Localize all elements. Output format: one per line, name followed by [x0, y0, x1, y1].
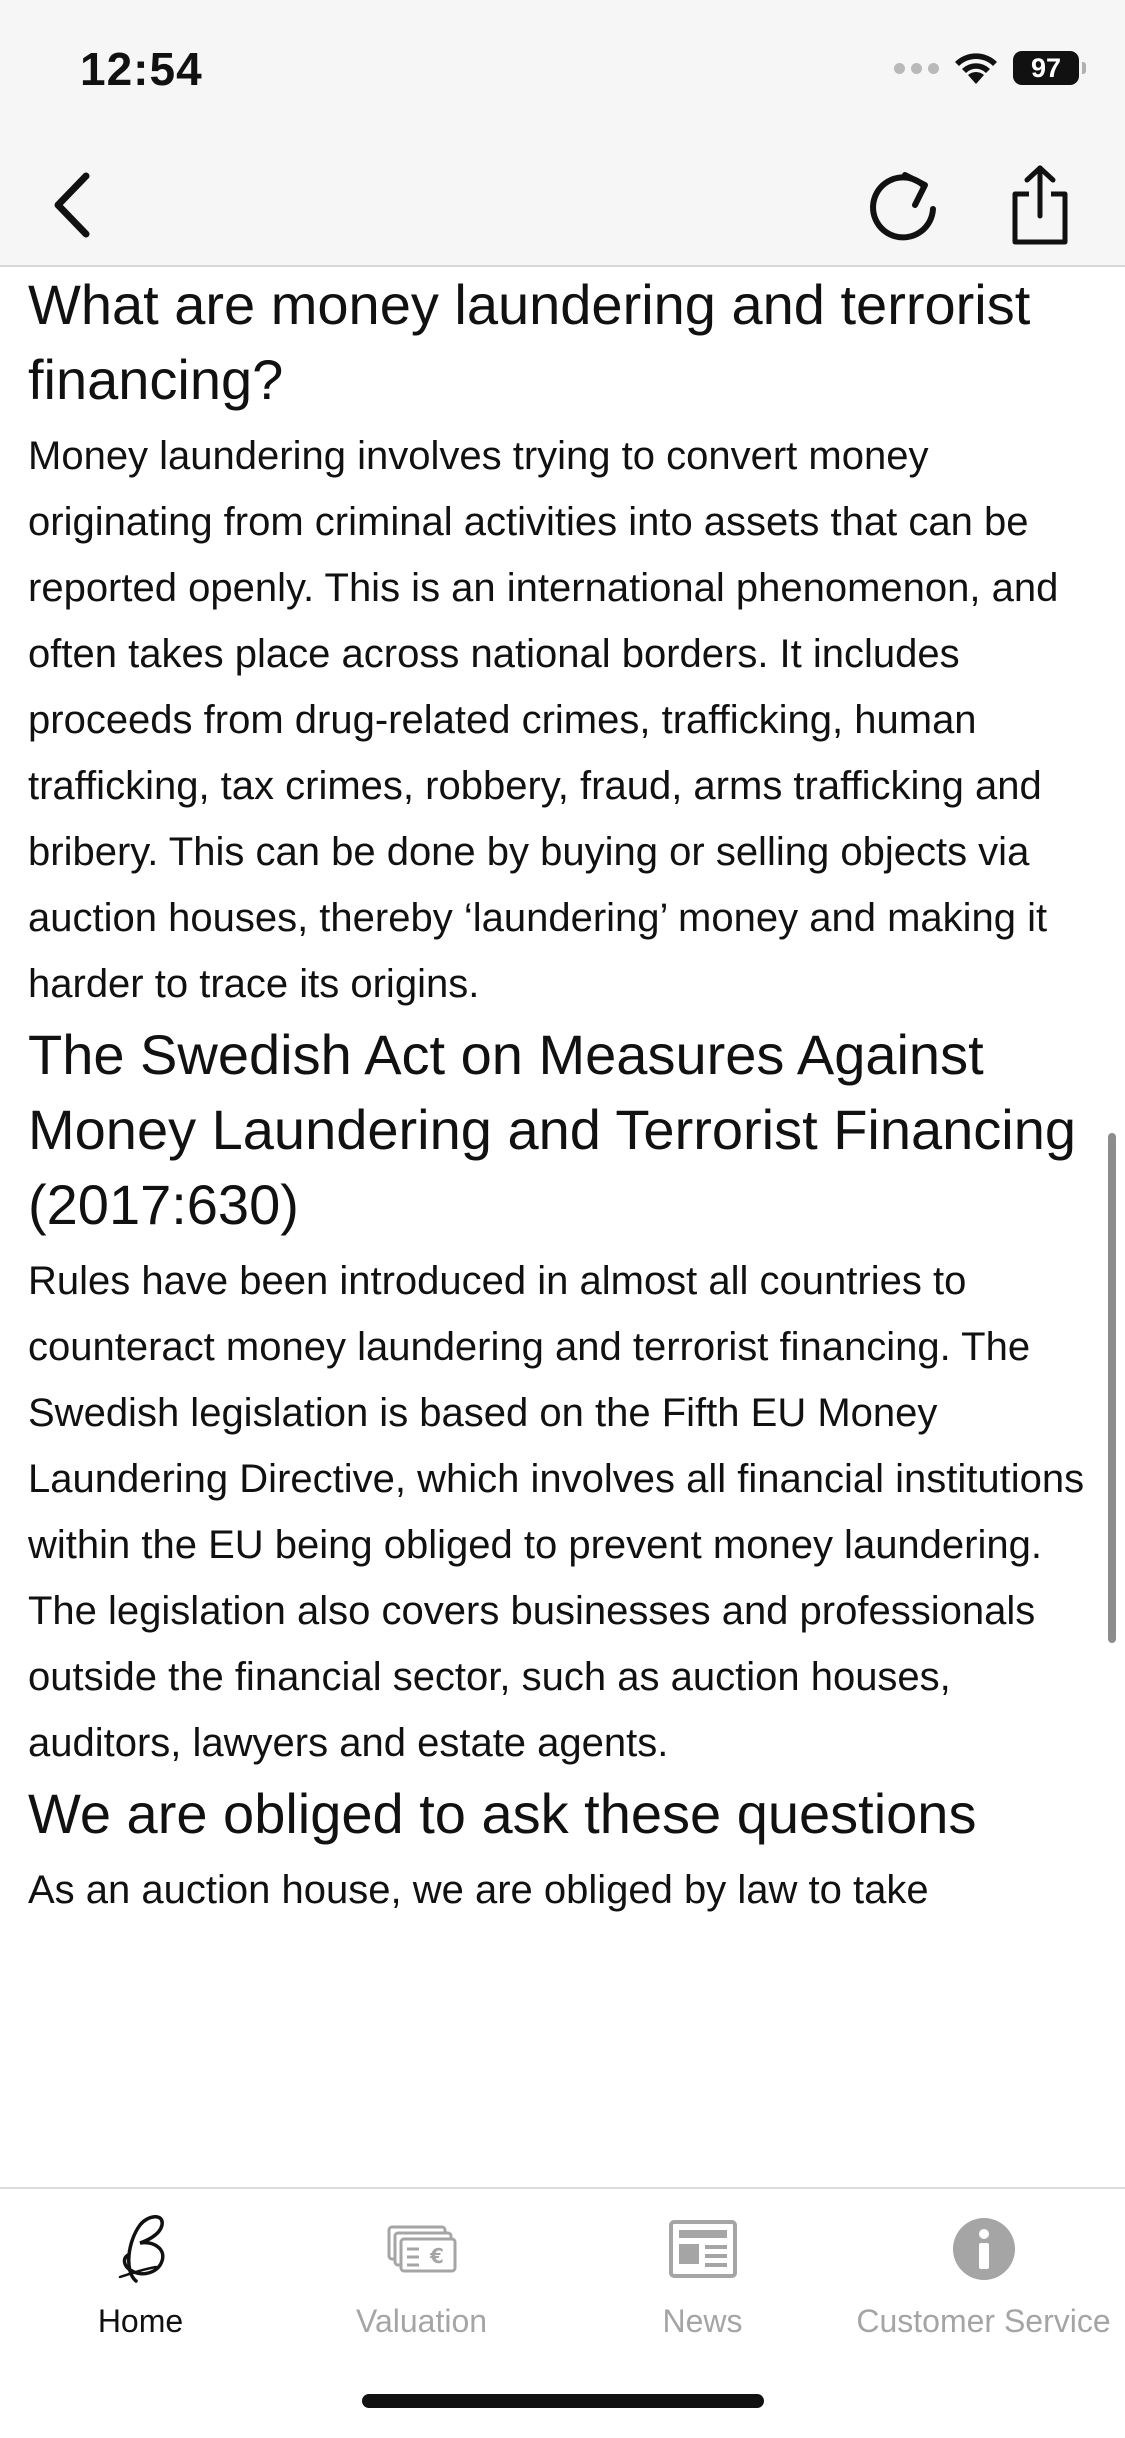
section-body-obligations: As an auction house, we are obliged by law to take	[28, 1868, 929, 1912]
section-body-swedish-act: Rules have been introduced in almost all countries to counteract money laundering and terrorist financing. The Swedish legislation is based on the Fifth EU Money Laundering Directive, which involves all financial institutions within the EU being obliged to prevent money laundering. The legislation also covers businesses and professionals outside the financial sector, such as auction houses, auditors, lawyers and estate agents.	[28, 1259, 1085, 1765]
tab-home-label: Home	[97, 2303, 184, 2339]
svg-text:€: €	[429, 2244, 444, 2268]
share-button[interactable]	[995, 155, 1085, 255]
tab-news[interactable]	[562, 2209, 843, 2349]
banknotes-icon	[387, 2225, 457, 2273]
share-icon	[1007, 164, 1073, 246]
tab-news-label: News	[662, 2303, 743, 2339]
status-icons	[894, 46, 1079, 90]
article-content[interactable]	[0, 267, 1125, 2187]
signal-dots-icon	[894, 63, 939, 74]
info-icon	[952, 2217, 1016, 2281]
section-title-swedish-act: The Swedish Act on Measures Against Money Laundering and Terrorist Financing (2017:630)	[28, 1023, 1077, 1236]
section-body-money-laundering: Money laundering involves trying to convert money originating from criminal activities into assets that can be reported openly. This is an international phenomenon, and often takes place across national borders. It includes proceeds from drug-related crimes, trafficking, human trafficking, tax crimes, robbery, fraud, arms trafficking and bribery. This can be done by buying or selling objects via auction houses, thereby ‘laundering’ money and making it harder to trace its origins.	[28, 434, 1059, 1006]
section-title-money-laundering: What are money laundering and terrorist financing?	[28, 273, 1031, 411]
reload-icon	[867, 165, 943, 245]
back-button[interactable]	[38, 160, 108, 250]
section-title-obligations: We are obliged to ask these questions	[28, 1782, 977, 1845]
tab-valuation-label: Valuation	[355, 2303, 488, 2339]
reload-button[interactable]	[860, 155, 950, 255]
chevron-left-icon	[48, 170, 98, 240]
tab-customer-service[interactable]	[843, 2209, 1124, 2349]
status-bar	[0, 0, 1125, 140]
wifi-icon	[953, 50, 999, 86]
status-time: 12:54	[80, 43, 203, 95]
signature-logo-icon	[106, 2211, 176, 2287]
tab-valuation[interactable]	[281, 2209, 562, 2349]
battery-icon	[1013, 51, 1079, 85]
tab-home[interactable]	[0, 2209, 281, 2349]
scrollbar[interactable]	[1108, 1133, 1116, 1643]
battery-level: 97	[1030, 52, 1062, 83]
newspaper-icon	[669, 2220, 737, 2278]
tab-customer-service-label: Customer Service	[856, 2303, 1111, 2339]
nav-bar	[0, 140, 1125, 267]
home-indicator[interactable]	[362, 2394, 764, 2408]
